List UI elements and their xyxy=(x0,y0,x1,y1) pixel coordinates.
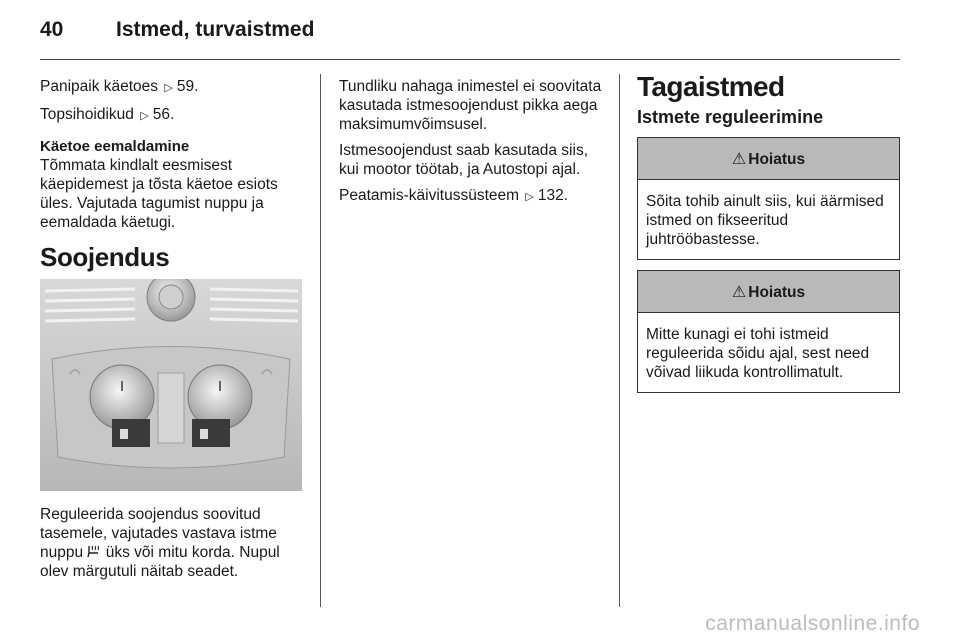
warning-header: ⚠ Hoiatus xyxy=(638,138,899,180)
warning-box xyxy=(637,137,900,260)
body-paragraph: Reguleerida soojendus soovitud tasemele, vajutades vastava istme nuppu üks või mitu korda. Nupul olev märgutuli näitab seadet. xyxy=(40,506,280,580)
warning-triangle-icon: ⚠ xyxy=(731,151,747,168)
body-paragraph: Tundliku nahaga inimestel ei soovitata kasutada istmesoojendust pikka aega maksimumvõimsusel. xyxy=(339,78,602,133)
warning-triangle-icon: ⚠ xyxy=(731,284,747,301)
column-2 xyxy=(339,77,607,214)
section-title: Tagaistmed xyxy=(637,71,785,102)
cross-reference: Topsihoidikud ▷ 56. xyxy=(40,106,175,123)
reference-page[interactable]: 132. xyxy=(537,187,568,204)
watermark: carmanualsonline.info xyxy=(705,612,920,635)
reference-page[interactable]: 56. xyxy=(152,106,175,123)
reference-arrow-icon: ▷ xyxy=(525,191,534,203)
warning-box xyxy=(637,270,900,393)
column-3 xyxy=(637,71,900,403)
warning-text: Mitte kunagi ei tohi istmeid reguleerida sõidu ajal, sest need võivad liikuda kontrollimatult. xyxy=(646,326,870,381)
page-title: Istmed, turvaistmed xyxy=(116,18,315,41)
page-number: 40 xyxy=(40,18,64,41)
seat-heating-icon xyxy=(87,544,105,561)
reference-arrow-icon: ▷ xyxy=(164,82,173,94)
seat-heating-controls-photo xyxy=(40,279,302,491)
subheading: Käetoe eemaldamine xyxy=(40,138,190,155)
reference-page[interactable]: 59. xyxy=(176,78,199,95)
section-title: Soojendus xyxy=(40,242,170,272)
body-paragraph: Tõmmata kindlalt eesmisest käepidemest ja tõsta käetoe esiots üles. Vajutada tagumist nuppu ja eemaldada käetugi. xyxy=(40,157,278,231)
column-divider-2 xyxy=(619,74,620,607)
body-paragraph: Istmesoojendust saab kasutada siis, kui mootor töötab, ja Autostopi ajal. xyxy=(339,142,588,178)
header-rule xyxy=(40,59,900,60)
reference-arrow-icon: ▷ xyxy=(140,110,149,122)
warning-text: Sõita tohib ainult siis, kui äärmised istmed on fikseeritud juhtrööbastesse. xyxy=(646,193,884,248)
cross-reference: Peatamis-käivitussüsteem ▷ 132. xyxy=(339,187,568,204)
page-header xyxy=(40,18,314,42)
warning-header: ⚠ Hoiatus xyxy=(638,271,899,313)
column-divider-1 xyxy=(320,74,321,607)
subsection-title: Istmete reguleerimine xyxy=(637,107,824,127)
column-1 xyxy=(40,77,304,588)
cross-reference: Panipaik käetoes ▷ 59. xyxy=(40,78,199,95)
